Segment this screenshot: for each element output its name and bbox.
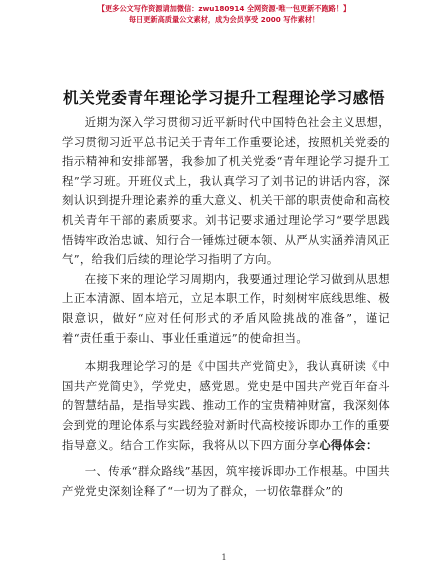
promo-banner-line-2: 每日更新高质量公文素材，成为会员享受 2000 写作素材！ [128, 15, 320, 24]
body-paragraph-text: 本期我理论学习的是《中国共产党简史》，我认真研读《中国共产党简史》，学党史，感党恩。党史是中国共产党百年奋斗的智慧结晶，是指导实践、推动工作的宝贵精神财富，我深刻体会到党的理论体系与实践经验对新时代高校接诉即办工作的重要指导意义。结合工作实际，我将从以下四方面分享 [62, 359, 390, 452]
emphasis-text: 心得体会： [319, 437, 378, 452]
document-body [62, 113, 390, 501]
document-title: 机关党委青年理论学习提升工程理论学习感悟 [63, 89, 385, 107]
body-paragraph: 近期为深入学习贯彻习近平新时代中国特色社会主义思想，学习贯彻习近平总书记关于青年工作重要论述，按照机关党委的指示精神和安排部署，我参加了机关党委“青年理论学习提升工程”学习班。开班仪式上，我认真学习了刘书记的讲话内容，深刻认识到提升理论素养的重大意义、机关干部的职责使命和高校机关青年干部的素质要求。刘书记要求通过理论学习“要学思践悟铸牢政治忠诚、知行合一锤炼过硬本领、从严从实涵养清风正气”，给我们后续的理论学习指明了方向。 [62, 115, 390, 267]
page-number: 1 [221, 553, 227, 562]
promo-banner-line-1: 【更多公文写作资源请加微信：zwu180914 全网资源·唯一包更新不跑路！】 [97, 4, 351, 13]
section-paragraph: 一、传承“群众路线”基因，筑牢接诉即办工作根基。中国共产党党史深刻诠释了“一切为了群众，一切依靠群众”的 [62, 464, 390, 498]
body-paragraph [62, 270, 390, 348]
body-paragraph-text: 在接下来的理论学习周期内，我要通过理论学习做到从思想上正本清源、固本培元，立足本职工作，时刻树牢底线思维、极限意识，做好“应对任何形式的矛盾风险挑战的准备”，谨记着“责任重于泰山、事业任重道远”的使命担当。 [62, 271, 390, 345]
body-paragraph [62, 357, 390, 455]
